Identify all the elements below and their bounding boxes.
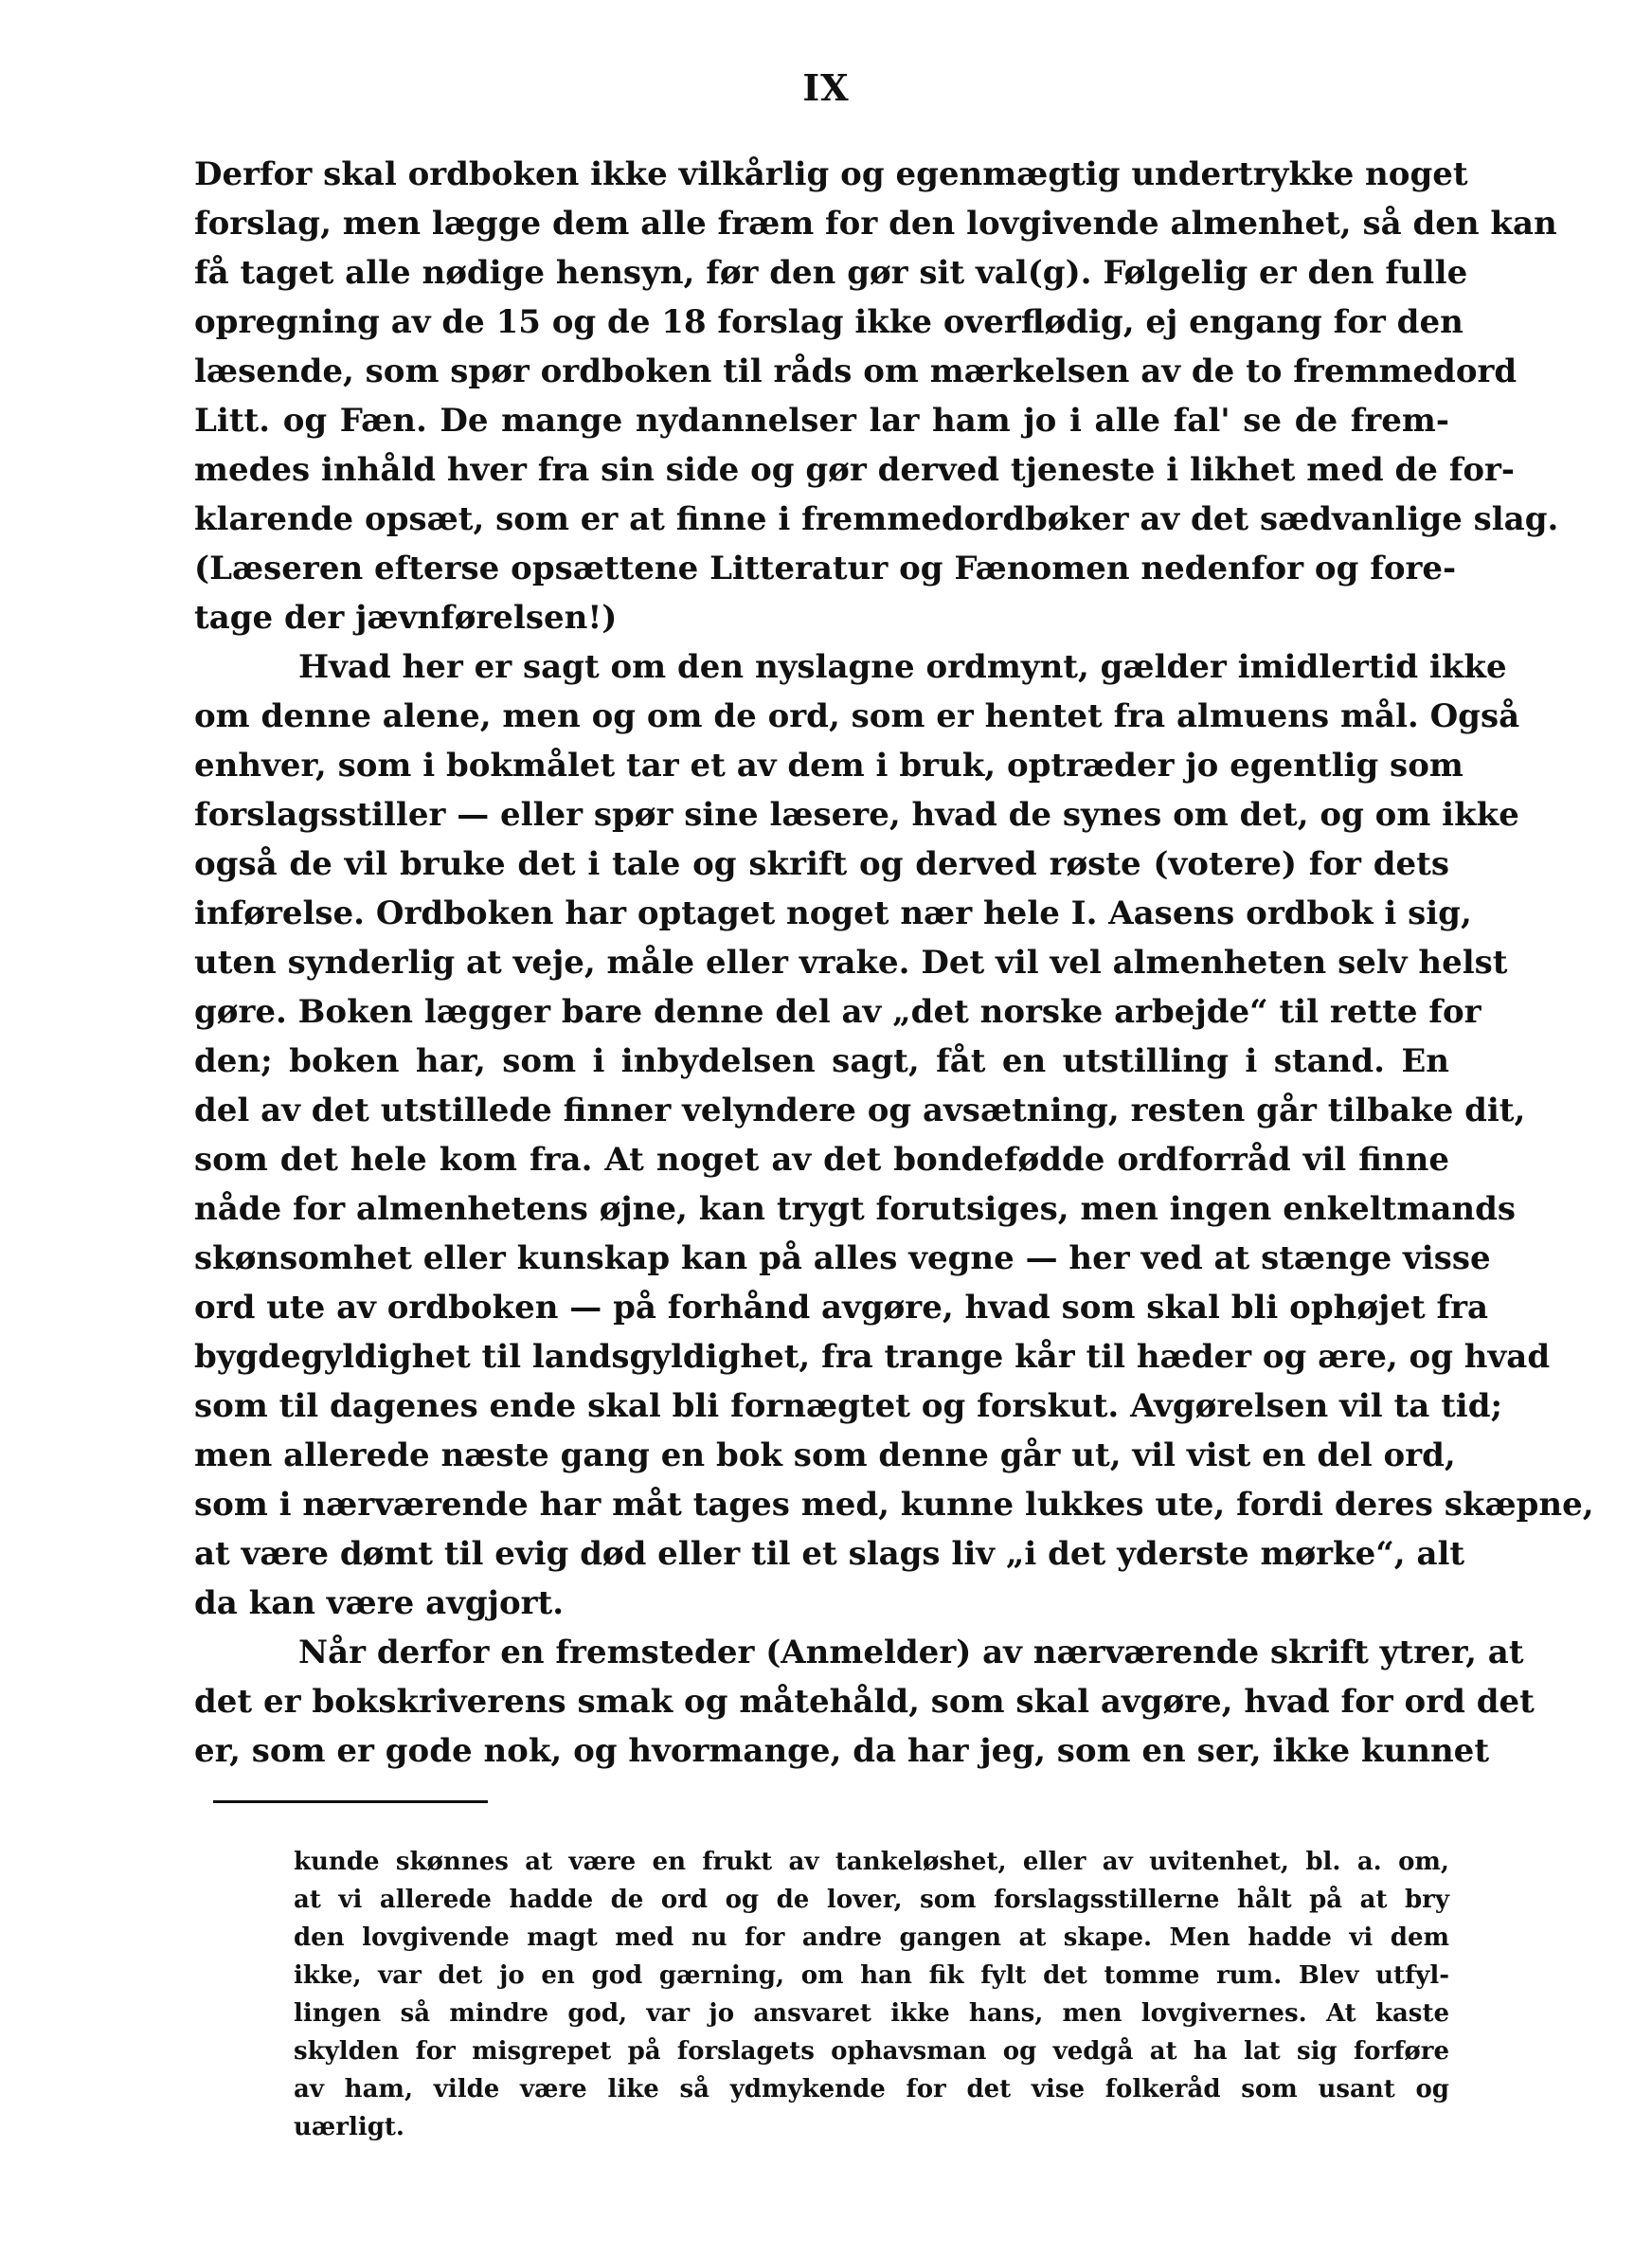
text-line: som til dagenes ende skal bli fornægtet og forskut. Avgørelsen vil ta tid; xyxy=(194,1387,1503,1425)
text-line: gøre. Boken lægger bare denne del av „det norske arbejde“ til rette for xyxy=(194,993,1481,1031)
text-line: som det hele kom fra. At noget av det bondefødde ordforråd vil finne xyxy=(194,1141,1449,1179)
text-line: det er bokskriverens smak og måtehåld, som skal avgøre, hvad for ord det xyxy=(194,1683,1535,1721)
footnote-line: at vi allerede hadde de ord og de lover, som forslagsstillerne hålt på at bry xyxy=(294,1886,1449,1914)
text-line: den; boken har, som i inbydelsen sagt, fåt en utstilling i stand. En xyxy=(194,1042,1449,1080)
text-line: (Læseren efterse opsættene Litteratur og Fænomen nedenfor og fore- xyxy=(194,550,1457,587)
footnote-line: uærligt. xyxy=(294,2113,404,2141)
text-line: men allerede næste gang en bok som denne går ut, vil vist en del ord, xyxy=(194,1436,1456,1474)
page-number: IX xyxy=(802,66,850,109)
text-line: ord ute av ordboken — på forhånd avgøre, hvad som skal bli ophøjet fra xyxy=(194,1289,1489,1327)
main-text xyxy=(194,150,1594,1776)
footnote-divider xyxy=(213,1800,488,1803)
footnote-line: lingen så mindre god, var jo ansvaret ikke hans, men lovgivernes. At kaste xyxy=(294,1999,1449,2028)
text-line: forslagsstiller — eller spør sine læsere, hvad de synes om det, og om ikke xyxy=(194,796,1519,834)
text-line: skønsomhet eller kunskap kan på alles vegne — her ved at stænge visse xyxy=(194,1239,1491,1277)
footnote-line: ikke, var det jo en god gærning, om han fik fylt det tomme rum. Blev utfyl- xyxy=(294,1961,1449,1990)
text-line: da kan være avgjort. xyxy=(194,1584,565,1622)
paragraph xyxy=(194,642,1594,1628)
text-line: at være dømt til evig død eller til et slags liv „i det yderste mørke“, alt xyxy=(194,1535,1465,1573)
footnote-line: skylden for misgrepet på forslagets ophavsman og vedgå at ha lat sig forføre xyxy=(294,2037,1449,2066)
text-line: nåde for almenhetens øjne, kan trygt forutsiges, men ingen enkeltmands xyxy=(194,1190,1517,1228)
footnote-line: den lovgivende magt med nu for andre gangen at skape. Men hadde vi dem xyxy=(294,1923,1449,1952)
text-line: klarende opsæt, som er at finne i fremmedordbøker av det sædvanlige slag. xyxy=(194,500,1559,538)
text-line: Når derfor en fremsteder (Anmelder) av nærværende skrift ytrer, at xyxy=(298,1634,1524,1671)
text-line: enhver, som i bokmålet tar et av dem i bruk, optræder jo egentlig som xyxy=(194,747,1463,785)
text-line: få taget alle nødige hensyn, før den gør sit val(g). Følgelig er den fulle xyxy=(194,254,1468,292)
text-line: er, som er gode nok, og hvormange, da har jeg, som en ser, ikke kunnet xyxy=(194,1732,1490,1770)
text-line: læsende, som spør ordboken til råds om mærkelsen av de to fremmedord xyxy=(194,352,1517,390)
text-line: opregning av de 15 og de 18 forslag ikke overflødig, ej engang for den xyxy=(194,303,1463,341)
text-line: Hvad her er sagt om den nyslagne ordmynt, gælder imidlertid ikke xyxy=(298,648,1507,686)
text-line: tage der jævnførelsen!) xyxy=(194,599,618,637)
paragraph xyxy=(194,150,1559,642)
text-line: om denne alene, men og om de ord, som er hentet fra almuens mål. Også xyxy=(194,697,1520,735)
paragraph xyxy=(194,1628,1535,1776)
text-line: medes inhåld hver fra sin side og gør derved tjeneste i likhet med de for- xyxy=(194,451,1516,489)
text-line: forslag, men lægge dem alle fræm for den lovgivende almenhet, så den kan xyxy=(194,205,1557,243)
text-line: Litt. og Fæn. De mange nydannelser lar ham jo i alle fal' se de frem- xyxy=(194,402,1449,440)
text-line: del av det utstillede finner velyndere og avsætning, resten går tilbake dit, xyxy=(194,1092,1526,1129)
footnote-line: av ham, vilde være like så ydmykende for det vise folkeråd som usant og xyxy=(294,2075,1449,2104)
text-line: Derfor skal ordboken ikke vilkårlig og egenmægtig undertrykke noget xyxy=(194,155,1468,193)
text-line: bygdegyldighet til landsgyldighet, fra trange kår til hæder og ære, og hvad xyxy=(194,1338,1551,1376)
text-line: også de vil bruke det i tale og skrift og derved røste (votere) for dets xyxy=(194,845,1449,883)
text-line: uten synderlig at veje, måle eller vrake. Det vil vel almenheten selv helst xyxy=(194,944,1508,982)
footnote-line: kunde skønnes at være en frukt av tankeløshet, eller av uvitenhet, bl. a. om, xyxy=(294,1848,1449,1876)
text-line: som i nærværende har måt tages med, kunne lukkes ute, fordi deres skæpne, xyxy=(194,1486,1594,1524)
text-line: inførelse. Ordboken har optaget noget nær hele I. Aasens ordbok i sig, xyxy=(194,894,1472,932)
footnote xyxy=(294,1843,1449,2146)
